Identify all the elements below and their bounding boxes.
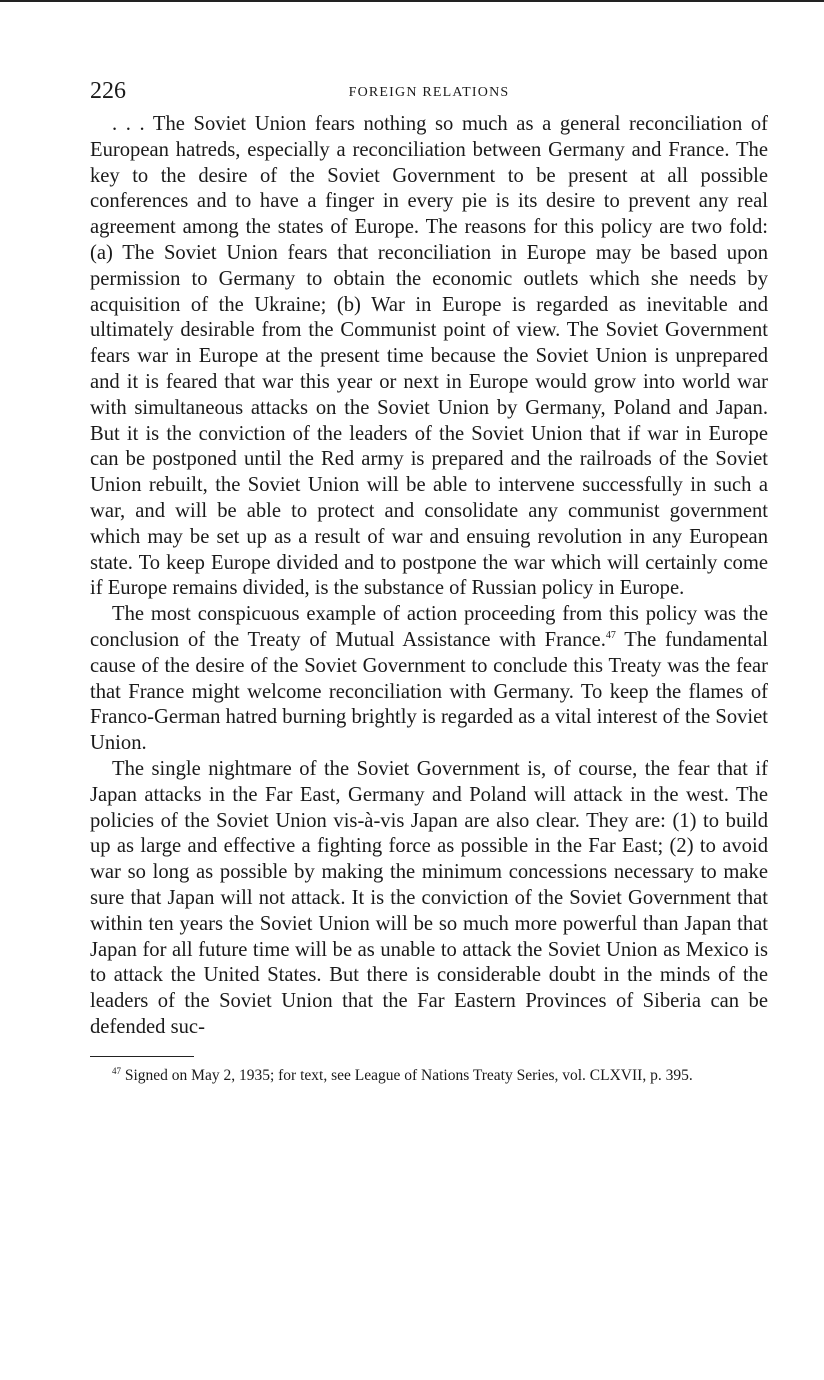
paragraph-2 [90, 602, 768, 757]
footnote-marker: 47 [112, 1065, 121, 1076]
paragraph-text: The fundamental cause of the desire of the Soviet Government to conclude this Treaty was the fear that France might welcome reconciliation with Germany. To keep the flames of Franco-German hatred burning brightly is regarded as a vital interest of the Soviet Union. [90, 628, 768, 755]
document-page [90, 78, 768, 1085]
footnote-divider [90, 1056, 194, 1057]
paragraph-text: The single nightmare of the Soviet Government is, of course, the fear that if Japan attacks in the Far East, Germany and Poland will attack in the west. The policies of the Soviet Union vis-à-vis Japan are also clear. They are: (1) to build up as large and effective a fighting force as possible in the Far East; (2) to avoid war so long as possible by making the minimum concessions necessary to make sure that Japan will not attack. It is the conviction of the Soviet Government that within ten years the Soviet Union will be so much more powerful than Japan that Japan for all future time will be as unable to attack the Soviet Union as Mexico is to attack the United States. But there is considerable doubt in the minds of the leaders of the Soviet Union that the Far Eastern Provinces of Siberia can be defended suc- [90, 757, 768, 1038]
paragraph-text: . . . The Soviet Union fears nothing so much as a general reconciliation of European hatreds, especially a reconciliation between Germany and France. The key to the desire of the Soviet Government to be present at all possible conferences and to have a finger in every pie is its desire to prevent any real agreement among the states of Europe. The reasons for this policy are two fold: (a) The Soviet Union fears that reconciliation in Europe may be based upon permission to Germany to obtain the economic outlets which she needs by acquisition of the Ukraine; (b) War in Europe is regarded as inevitable and ultimately desirable from the Communist point of view. The Soviet Government fears war in Europe at the present time because the Soviet Union is unprepared and it is feared that war this year or next in Europe would grow into world war with simultaneous attacks on the Soviet Union by Germany, Poland and Japan. But it is the conviction of the leaders of the Soviet Union that if war in Europe can be postponed until the Red army is prepared and the railroads of the Soviet Union rebuilt, the Soviet Union will be able to intervene successfully in such a war, and will be able to protect and consolidate any communist government which may be set up as a result of war and ensuing revolution in any European state. To keep Europe divided and to postpone the war which will certainly come if Europe remains divided, is the substance of Russian policy in Europe. [90, 113, 768, 600]
footnote-text: Signed on May 2, 1935; for text, see League of Nations Treaty Series, vol. CLXVII, p. 395. [121, 1066, 693, 1084]
footnote [90, 1067, 768, 1085]
paragraph-3 [90, 757, 768, 1041]
body-text [90, 112, 768, 1041]
footnote-reference: 47 [605, 629, 616, 641]
top-border-rule [0, 0, 824, 2]
running-title: FOREIGN RELATIONS [348, 85, 510, 100]
running-head [90, 78, 768, 112]
paragraph-1 [90, 112, 768, 602]
paragraph-text: The most conspicuous example of action proceeding from this policy was the conclusion of the Treaty of Mutual Assistance with France. [90, 603, 768, 651]
page-number: 226 [90, 78, 126, 104]
